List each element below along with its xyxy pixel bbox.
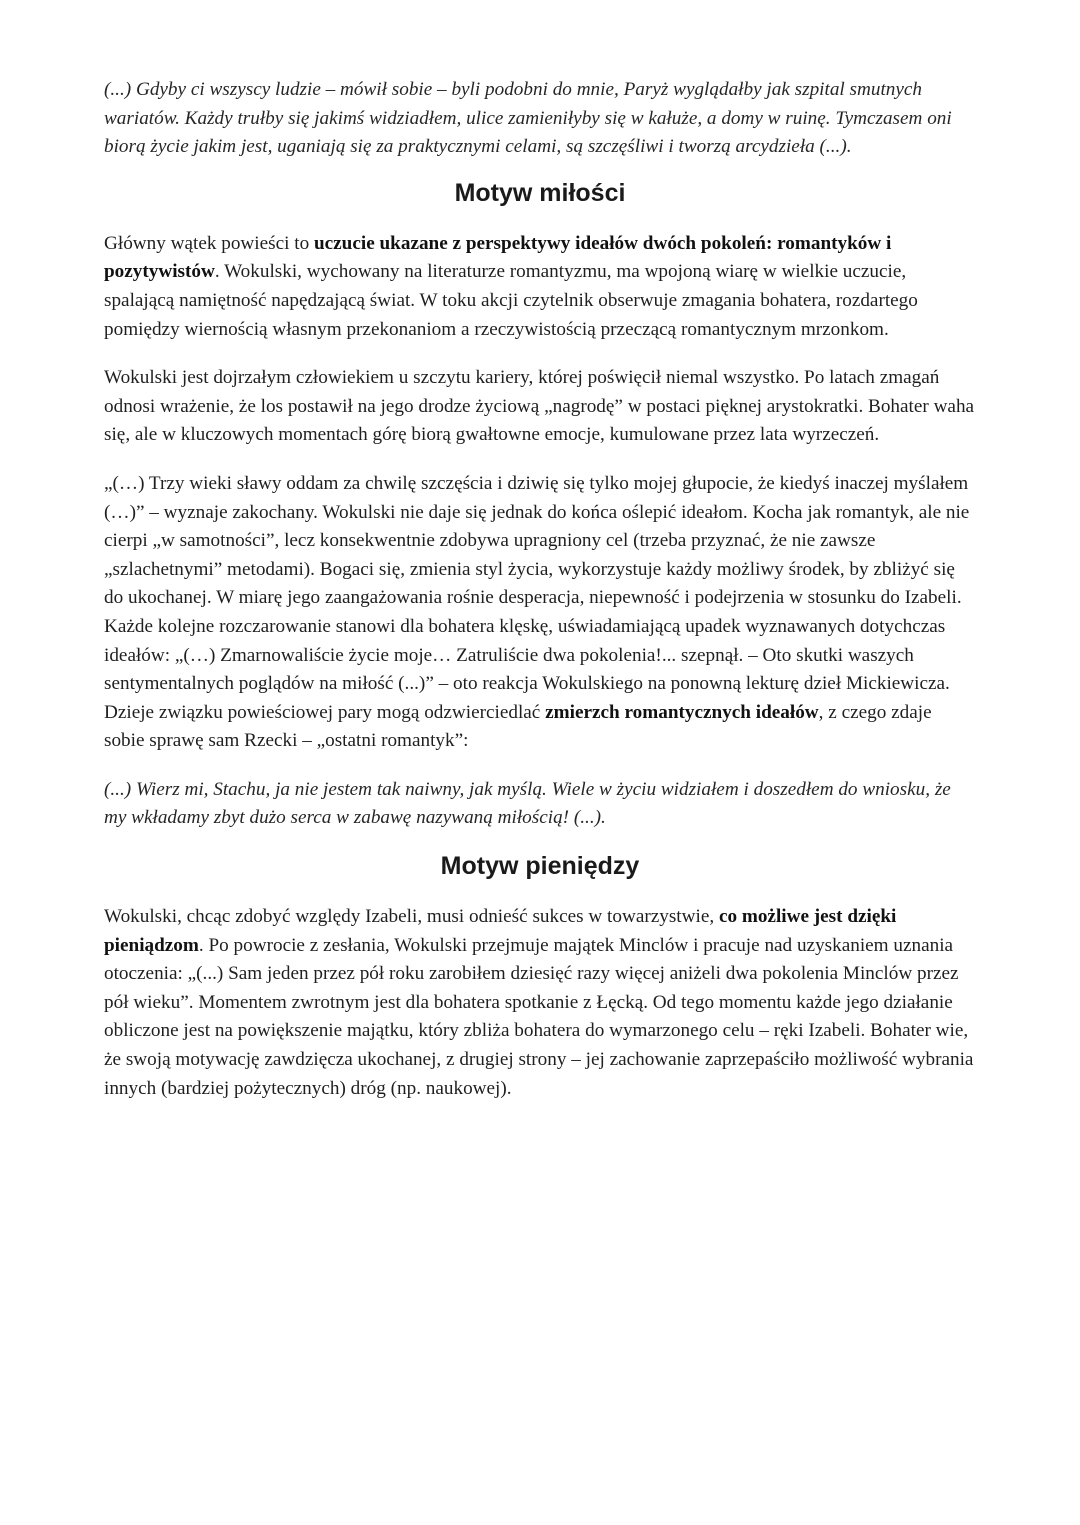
money-paragraph-1: [104, 903, 976, 1103]
text-run: , z czego zdaje sobie sprawę sam Rzecki – „ostatni romantyk”:: [104, 701, 932, 752]
text-run: Główny wątek powieści to: [104, 232, 314, 254]
love-paragraph-2: Wokulski jest dojrzałym człowiekiem u szczytu kariery, której poświęcił niemal wszystko. Po latach zmagań odnosi wrażenie, że los postawił na jego drodze życiową „nagrodę” w postaci pięknej arystokratki. Bohater waha się, ale w kluczowych momentach górę biorą gwałtowne emocje, kumulowane przez lata wyrzeczeń.: [104, 367, 975, 446]
rzecki-quote: (...) Wierz mi, Stachu, ja nie jestem tak naiwny, jak myślą. Wiele w życiu widziałem i doszedłem do wniosku, że my wkładamy zbyt dużo serca w zabawę nazywaną miłością! (...).: [104, 778, 951, 829]
document-page: [104, 76, 976, 1103]
text-run: „(…) Trzy wieki sławy oddam za chwilę szczęścia i dziwię się tylko mojej głupocie, że kiedyś inaczej myślałem (…)” – wyznaje zakochany. Wokulski nie daje się jednak do końca oślepić ideałom. Kocha jak romantyk, ale nie cierpi „w samotności”, lecz konsekwentnie zdobywa upragniony cel (trzeba przyznać, że nie zawsze „szlachetnymi” metodami). Bogaci się, zmienia styl życia, wykorzystuje każdy możliwy środek, by zbliżyć się do ukochanej. W miarę jego zaangażowania rośnie desperacja, niepewność i podejrzenia w stosunku do Izabeli. Każde kolejne rozczarowanie stanowi dla bohatera klęskę, uświadamiającą upadek wyznawanych dotychczas ideałów: „(…) Zmarnowaliście życie moje… Zatruliście dwa pokolenia!... szepnął. – Oto skutki waszych sentymentalnych poglądów na miłość (...)” – oto reakcja Wokulskiego na ponowną lekturę dzieł Mickiewicza. Dzieje związku powieściowej pary mogą odzwierciedlać: [104, 472, 970, 723]
text-run: . Po powrocie z zesłania, Wokulski przejmuje majątek Minclów i pracuje nad uzyskaniem uznania otoczenia: „(...) Sam jeden przez pół roku zarobiłem dziesięć razy więcej aniżeli dwa pokolenia Minclów przez pół wieku”. Momentem zwrotnym jest dla bohatera spotkanie z Łęcką. Od tego momentu każde jego działanie obliczone jest na powiększenie majątku, który zbliża bohatera do wymarzonego celu – ręki Izabeli. Bohater wie, że swoją motywację zawdzięcza ukochanej, z drugiej strony – jej zachowanie zaprzepaściło możliwość wybrania innych (bardziej pożytecznych) dróg (np. naukowej).: [104, 934, 974, 1099]
heading-love-motif: Motyw miłości: [454, 178, 626, 207]
text-run: Wokulski, chcąc zdobyć względy Izabeli, musi odnieść sukces w towarzystwie,: [104, 906, 719, 928]
bold-phrase: co możliwe jest dzięki pieniądzom: [104, 906, 897, 956]
opening-quote: (...) Gdyby ci wszyscy ludzie – mówił sobie – byli podobni do mnie, Paryż wyglądałby jak szpital smutnych wariatów. Każdy trułby się jakimś widziadłem, ulice zamieniłyby się w kałuże, a domy w ruinę. Tymczasem oni biorą życie jakim jest, uganiają się za praktycznymi celami, są szczęśliwi i tworzą arcydzieła (...).: [104, 79, 952, 158]
bold-phrase: zmierzch romantycznych ideałów: [545, 701, 819, 723]
text-run: . Wokulski, wychowany na literaturze romantyzmu, ma wpojoną wiarę w wielkie uczucie, spalającą namiętność napędzającą świat. W toku akcji czytelnik obserwuje zmagania bohatera, rozdartego pomiędzy wiernością własnym przekonaniom a rzeczywistością przeczącą romantycznym mrzonkom.: [104, 261, 918, 340]
love-paragraph-3: [104, 470, 976, 756]
heading-money-motif: Motyw pieniędzy: [440, 852, 640, 881]
bold-phrase: uczucie ukazane z perspektywy ideałów dwóch pokoleń: romantyków i pozytywistów: [104, 232, 892, 283]
love-paragraph-1: [104, 230, 976, 344]
